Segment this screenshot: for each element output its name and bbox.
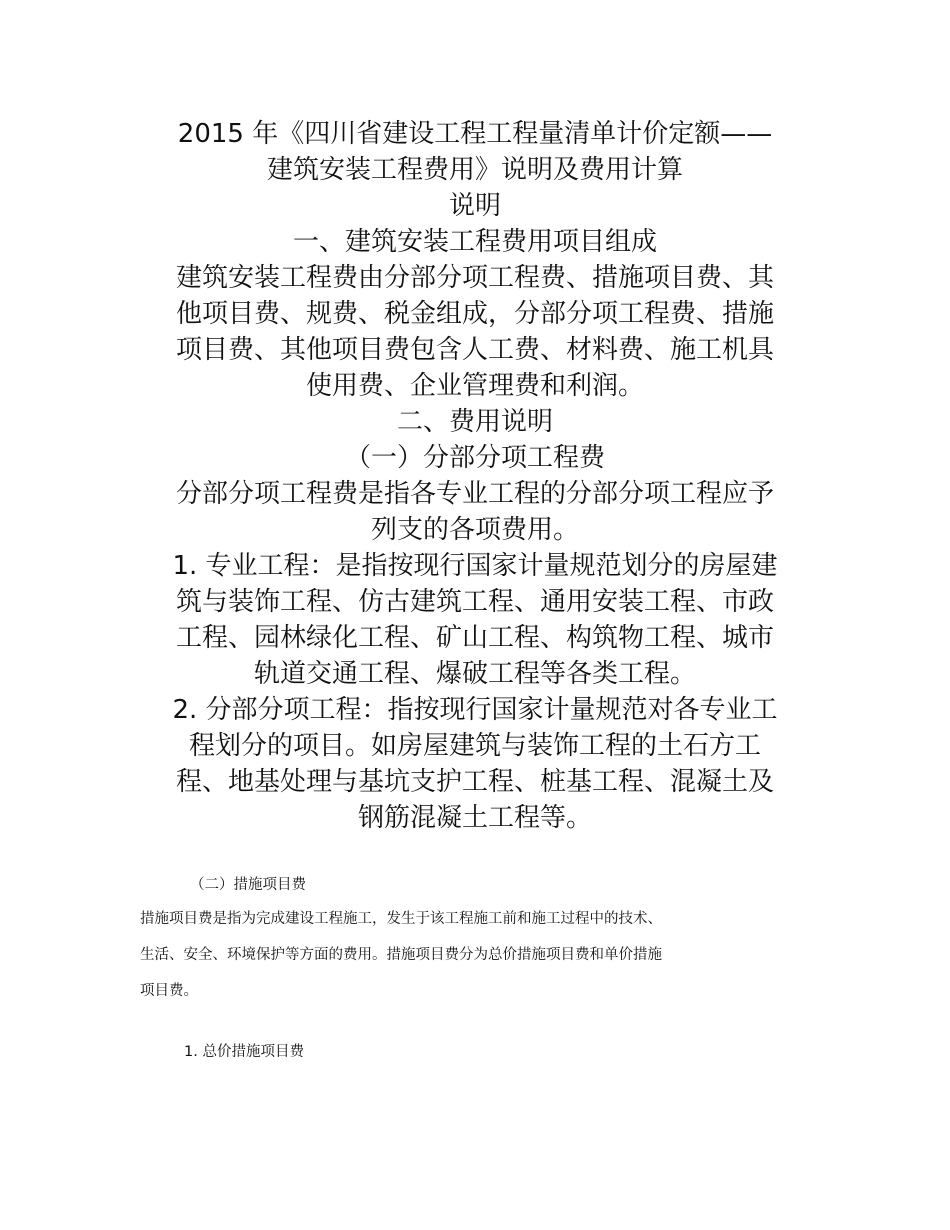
- item2-line: 程、地基处理与基坑支护工程、桩基工程、混凝土及: [175, 767, 774, 797]
- sub1-heading: （一）分部分项工程费: [344, 443, 605, 473]
- section1-heading: 一、建筑安装工程费用项目组成: [292, 227, 657, 257]
- item2-line: 2. 分部分项工程：指按现行国家计量规范对各专业工: [172, 695, 778, 725]
- item1-line: 1. 专业工程：是指按现行国家计量规范划分的房屋建: [172, 551, 778, 581]
- title-line-2: 建筑安装工程费用》说明及费用计算: [266, 155, 683, 185]
- item1-line: 轨道交通工程、爆破工程等各类工程。: [253, 659, 696, 689]
- item2-line: 钢筋混凝土工程等。: [357, 803, 592, 833]
- sub2-paragraph-line: 生活、安全、环境保护等方面的费用。措施项目费分为总价措施项目费和单价措施: [140, 947, 662, 963]
- sub2-item1: 1. 总价措施项目费: [184, 1044, 304, 1060]
- section1-paragraph-line: 建筑安装工程费由分部分项工程费、措施项目费、其: [175, 263, 774, 293]
- item1-line: 工程、园林绿化工程、矿山工程、构筑物工程、城市: [175, 623, 774, 653]
- section1-paragraph-line: 使用费、企业管理费和利润。: [305, 371, 644, 401]
- sub1-paragraph-line: 分部分项工程费是指各专业工程的分部分项工程应予: [175, 479, 774, 509]
- sub2-paragraph-line: 项目费。: [140, 983, 198, 999]
- section1-paragraph-line: 他项目费、规费、税金组成，分部分项工程费、措施: [175, 299, 774, 329]
- title-line-1: 2015 年《四川省建设工程工程量清单计价定额——: [177, 119, 773, 149]
- item2-line: 程划分的项目。如房屋建筑与装饰工程的土石方工: [188, 731, 761, 761]
- item1-line: 筑与装饰工程、仿古建筑工程、通用安装工程、市政: [175, 587, 774, 617]
- sub2-paragraph-line: 措施项目费是指为完成建设工程施工，发生于该工程施工前和施工过程中的技术、: [140, 911, 662, 927]
- section1-paragraph-line: 项目费、其他项目费包含人工费、材料费、施工机具: [175, 335, 774, 365]
- sub2-heading: （二）措施项目费: [190, 877, 306, 893]
- sub1-paragraph-line: 列支的各项费用。: [370, 515, 579, 545]
- section2-heading: 二、费用说明: [396, 407, 553, 437]
- subtitle: 说明: [448, 191, 501, 221]
